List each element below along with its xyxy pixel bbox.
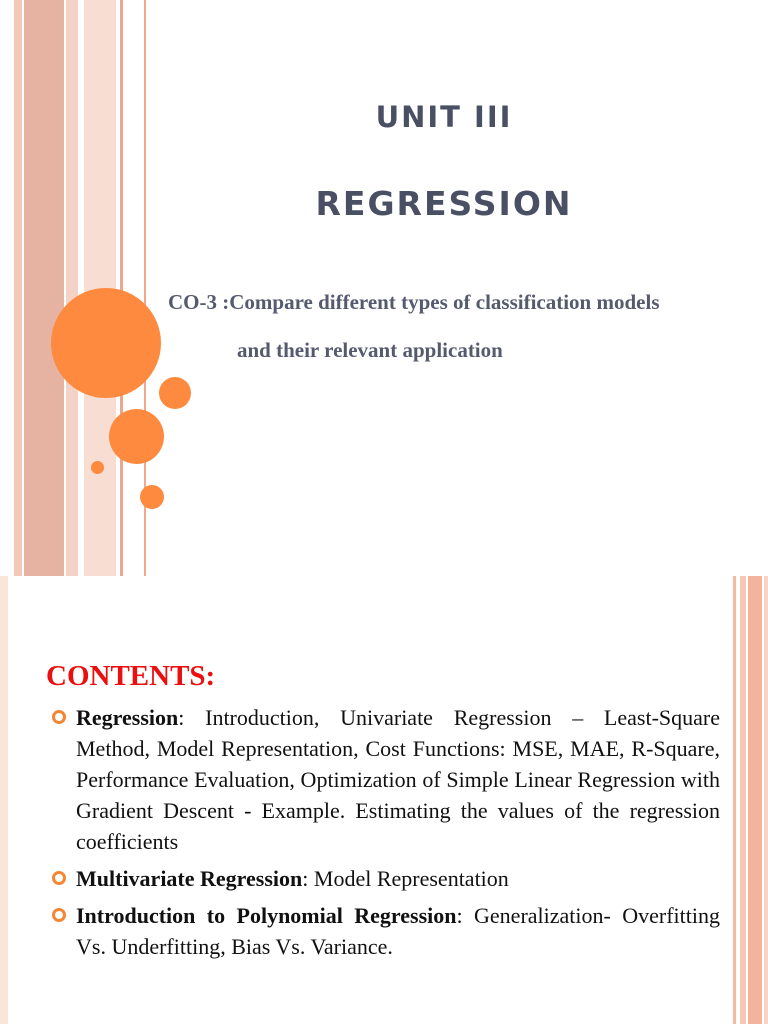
contents-heading: CONTENTS:	[46, 660, 216, 692]
list-item	[48, 863, 720, 894]
item-description: : Generalization- Overfitting Vs. Underfitting, Bias Vs. Variance.	[76, 903, 720, 959]
list-item-text	[76, 702, 720, 857]
decor-circle	[109, 409, 164, 464]
item-title: Introduction to Polynomial Regression	[76, 903, 457, 928]
item-description: : Model Representation	[302, 866, 509, 891]
decor-stripe	[764, 576, 768, 1024]
list-item	[48, 702, 720, 857]
bullet-circle-icon	[52, 710, 66, 724]
decor-stripe	[740, 576, 746, 1024]
decor-circle	[140, 485, 164, 509]
list-item	[48, 900, 720, 962]
decor-circle-large	[51, 288, 161, 398]
item-title: Regression	[76, 705, 179, 730]
bullet-circle-icon	[52, 871, 66, 885]
decor-stripe	[748, 576, 762, 1024]
item-description: : Introduction, Univariate Regression – Least-Square Method, Model Representation, Cost Functions: MSE, MAE, R-Square, Performance Evaluation, Optimization of Simple Linear Regression with Gradient Descent - Example. Estimating the values of the regression coefficients	[76, 705, 720, 854]
bullet-circle-icon	[52, 908, 66, 922]
list-item-text	[76, 900, 720, 962]
decor-circle-small	[91, 461, 104, 474]
decor-stripe	[14, 0, 22, 576]
decor-stripe	[24, 0, 64, 576]
decor-stripe	[66, 0, 78, 576]
contents-slide	[0, 576, 768, 1024]
unit-title: UNIT III	[375, 100, 513, 134]
contents-list	[48, 702, 720, 968]
item-title: Multivariate Regression	[76, 866, 303, 891]
topic-title: REGRESSION	[315, 184, 573, 223]
course-outcome-line1: CO-3 :Compare different types of classification models	[168, 290, 660, 314]
decor-circle	[159, 377, 191, 409]
course-outcome-line2: and their relevant application	[237, 338, 503, 362]
decor-stripe	[0, 576, 8, 1024]
decor-stripe	[733, 576, 736, 1024]
list-item-text	[76, 863, 720, 894]
decor-stripe	[120, 0, 123, 576]
